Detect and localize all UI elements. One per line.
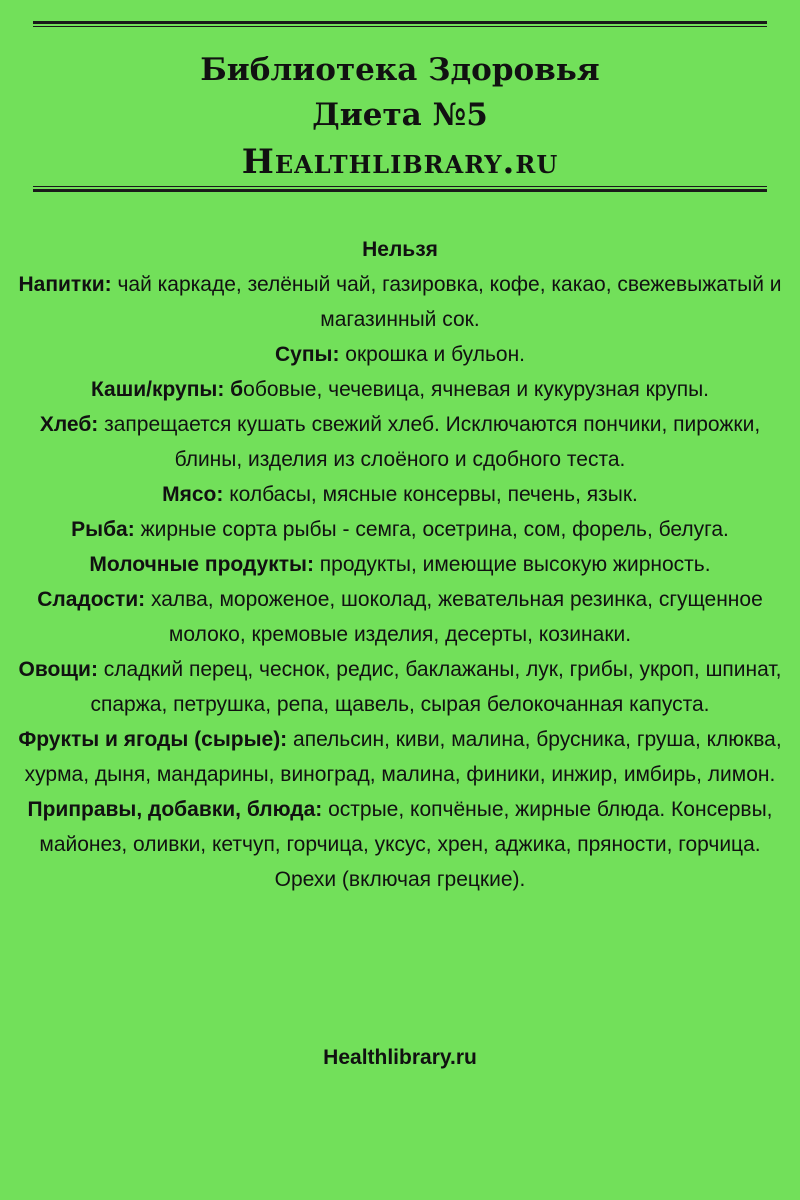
list-item	[0, 337, 800, 372]
bottom-divider	[33, 186, 767, 192]
item-text: колбасы, мясные консервы, печень, язык.	[223, 483, 638, 506]
list-item	[0, 792, 800, 862]
item-label: Мясо:	[162, 483, 224, 506]
item-text: продукты, имеющие высокую жирность.	[313, 553, 711, 576]
list-item	[0, 477, 800, 512]
item-label: Напитки:	[18, 273, 112, 296]
item-label: Супы:	[274, 343, 340, 366]
list-item	[0, 582, 800, 652]
item-text: обовые, чечевица, ячневая и кукурузная крупы.	[243, 378, 710, 401]
header-diet-name: Диета №5	[312, 97, 488, 133]
section-title: Нельзя	[362, 238, 438, 261]
list-item	[0, 512, 800, 547]
item-text: острые, копчёные, жирные блюда. Консервы, майонез, оливки, кетчуп, горчица, уксус, хрен, аджика, пряности, горчица.	[39, 798, 773, 856]
item-label: Приправы, добавки, блюда:	[27, 798, 323, 821]
header	[0, 48, 800, 186]
item-label: Фрукты и ягоды (сырые):	[18, 728, 288, 751]
list-item	[0, 652, 800, 722]
item-text: жирные сорта рыбы - семга, осетрина, сом, форель, белуга.	[134, 518, 729, 541]
item-label: Каши/крупы: б	[90, 378, 244, 401]
item-label: Рыба:	[71, 518, 135, 541]
list-item	[0, 722, 800, 792]
top-divider	[33, 21, 767, 27]
item-label: Сладости:	[37, 588, 146, 611]
list-item	[0, 547, 800, 582]
footer-site-name: Healthlibrary.ru	[323, 1046, 477, 1069]
item-text: халва, мороженое, шоколад, жевательная резинка, сгущенное молоко, кремовые изделия, десерты, козинаки.	[145, 588, 763, 646]
item-text: апельсин, киви, малина, брусника, груша, клюква, хурма, дыня, мандарины, виноград, малина, финики, инжир, имбирь, лимон.	[24, 728, 782, 786]
list-item	[0, 407, 800, 477]
item-text: запрещается кушать свежий хлеб. Исключаются пончики, пирожки, блины, изделия из слоёного и сдобного теста.	[98, 413, 761, 471]
list-item	[0, 267, 800, 337]
list-item	[0, 372, 800, 407]
header-site-name: Healthlibrary.ru	[241, 142, 559, 182]
header-title: Библиотека Здоровья	[200, 52, 600, 88]
extra-note: Орехи (включая грецкие).	[274, 868, 526, 891]
item-label: Молочные продукты:	[89, 553, 314, 576]
item-text: сладкий перец, чеснок, редис, баклажаны, лук, грибы, укроп, шпинат, спаржа, петрушка, репа, щавель, сырая белокочанная капуста.	[90, 658, 782, 716]
item-label: Овощи:	[18, 658, 98, 681]
item-text: чай каркаде, зелёный чай, газировка, кофе, какао, свежевыжатый и магазинный сок.	[111, 273, 782, 331]
item-label: Хлеб:	[39, 413, 99, 436]
forbidden-foods-list	[0, 232, 800, 897]
item-text: окрошка и бульон.	[339, 343, 525, 366]
